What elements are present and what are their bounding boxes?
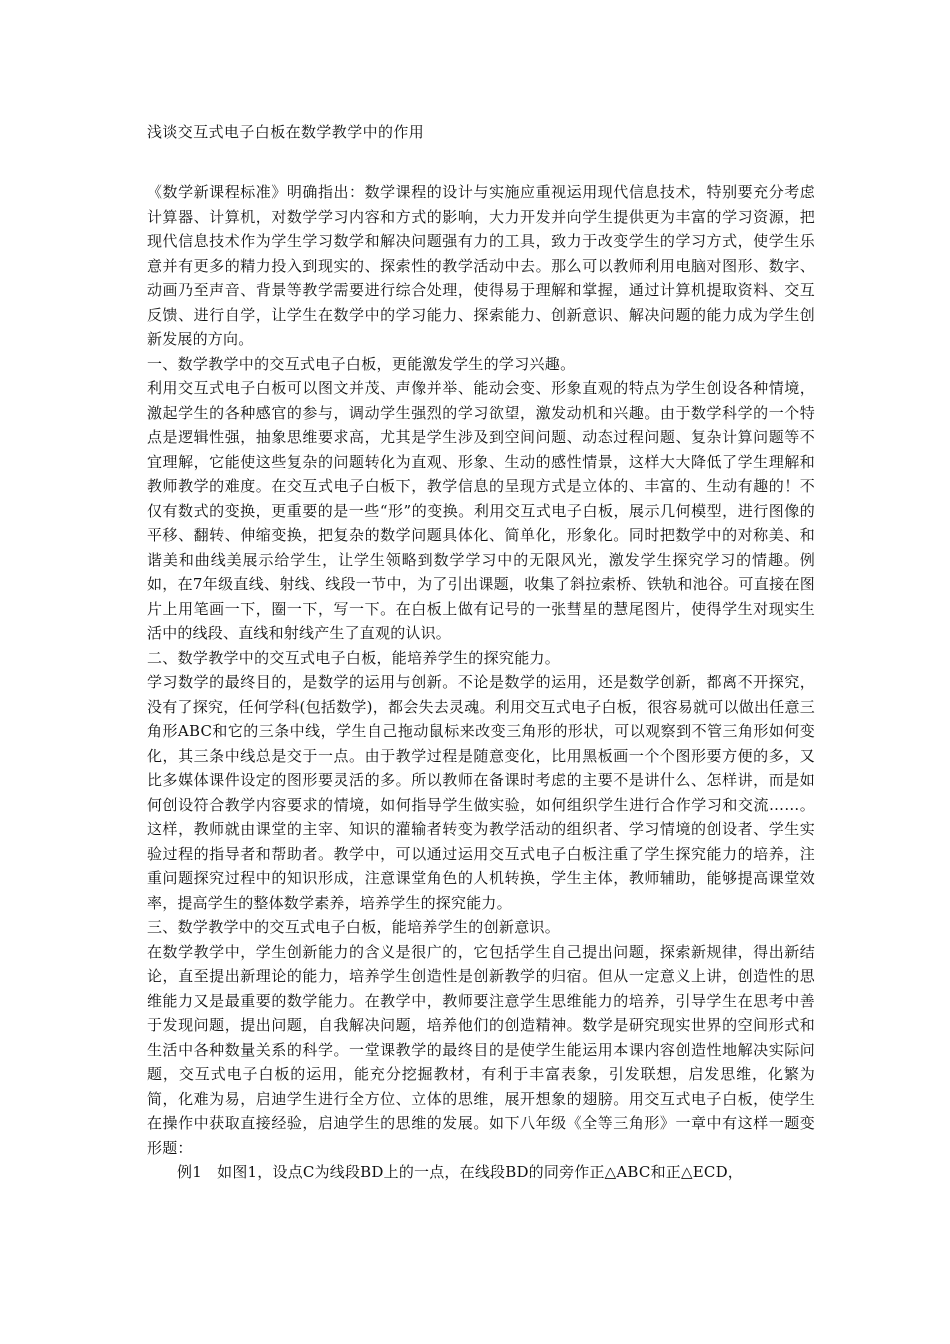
document-title: 浅谈交互式电子白板在数学教学中的作用 bbox=[147, 123, 425, 141]
document-page bbox=[147, 120, 815, 1185]
example-1-text: 例1 如图1，设点C为线段BD上的一点，在线段BD的同旁作正△ABC和正△ECD， bbox=[177, 1163, 744, 1181]
section-1-heading: 一、数学教学中的交互式电子白板，更能激发学生的学习兴趣。 bbox=[147, 354, 576, 373]
section-3-heading: 三、数学教学中的交互式电子白板，能培养学生的创新意识。 bbox=[147, 918, 561, 936]
section-1-paragraph: 利用交互式电子白板可以图文并茂、声像并举、能动会变、形象直观的特点为学生创设各种情境，激起学生的各种感官的参与，调动学生强烈的学习欲望，激发动机和兴趣。由于数学科学的一个特点是逻辑性强，抽象思维要求高，尤其是学生涉及到空间问题、动态过程问题、复杂计算问题等不宜理解，它能使这些复杂的问题转化为直观、形象、生动的感性情景，这样大大降低了学生理解和教师教学的难度。在交互式电子白板下，教学信息的呈现方式是立体的、丰富的、生动有趣的！不仅有数式的变换，更重要的是一些“形”的变换。利用交互式电子白板，展示几何模型，进行图像的平移、翻转、伸缩变换，把复杂的数学问题具体化、简单化，形象化。同时把数学中的对称美、和谐美和曲线美展示给学生，让学生领略到数学学习中的无限风光，激发学生探究学习的情趣。例如，在7年级直线、射线、线段一节中，为了引出课题，收集了斜拉索桥、铁轨和池谷。可直接在图片上用笔画一下，圈一下，写一下。在白板上做有记号的一张彗星的慧尾图片，使得学生对现实生活中的线段、直线和射线产生了直观的认识。 bbox=[147, 379, 815, 642]
section-2-heading: 二、数学教学中的交互式电子白板，能培养学生的探究能力。 bbox=[147, 648, 561, 667]
intro-paragraph: 《数学新课程标准》明确指出：数学课程的设计与实施应重视运用现代信息技术，特别要充分考虑计算器、计算机，对数学学习内容和方式的影响，大力开发并向学生提供更为丰富的学习资源，把现代信息技术作为学生学习数学和解决问题强有力的工具，致力于改变学生的学习方式，使学生乐意并有更多的精力投入到现实的、探索性的教学活动中去。那么可以教师利用电脑对图形、数字、动画乃至声音、背景等教学需要进行综合处理，使得易于理解和掌握，通过计算机提取资料、交互反馈、进行自学，让学生在数学中的学习能力、探索能力、创新意识、解决问题的能力成为学生创新发展的方向。 bbox=[147, 183, 815, 348]
section-2-paragraph: 学习数学的最终目的，是数学的运用与创新。不论是数学的运用，还是数学创新，都离不开探究，没有了探究，任何学科(包括数学)，都会失去灵魂。利用交互式电子白板，很容易就可以做出任意三角形ABC和它的三条中线，学生自己拖动鼠标来改变三角形的形状，可以观察到不管三角形如何变化，其三条中线总是交于一点。由于教学过程是随意变化，比用黑板画一个个图形要方便的多，又比多媒体课件设定的图形要灵活的多。所以教师在备课时考虑的主要不是讲什么、怎样讲，而是如何创设符合教学内容要求的情境，如何指导学生做实验，如何组织学生进行合作学习和交流……。这样，教师就由课堂的主宰、知识的灌输者转变为教学活动的组织者、学习情境的创设者、学生实验过程的指导者和帮助者。教学中，可以通过运用交互式电子白板注重了学生探究能力的培养，注重问题探究过程中的知识形成，注意课堂角色的人机转换，学生主体，教师辅助，能够提高课堂效率，提高学生的整体数学素养，培养学生的探究能力。 bbox=[147, 673, 815, 912]
section-3-paragraph: 在数学教学中，学生创新能力的含义是很广的，它包括学生自己提出问题，探索新规律，得出新结论，直至提出新理论的能力，培养学生创造性是创新教学的归宿。但从一定意义上讲，创造性的思维能力又是最重要的数学能力。在教学中，教师要注意学生思维能力的培养，引导学生在思考中善于发现问题，提出问题，自我解决问题，培养他们的创造精神。数学是研究现实世界的空间形式和生活中各种数量关系的科学。一堂课教学的最终目的是使学生能运用本课内容创造性地解决实际问题，交互式电子白板的运用，能充分挖掘教材，有利于丰富表象，引发联想，启发思维，化繁为简，化难为易，启迪学生进行全方位、立体的思维，展开想象的翅膀。用交互式电子白板，使学生在操作中获取直接经验，启迪学生的思维的发展。如下八年级《全等三角形》一章中有这样一题变形题： bbox=[147, 942, 815, 1157]
